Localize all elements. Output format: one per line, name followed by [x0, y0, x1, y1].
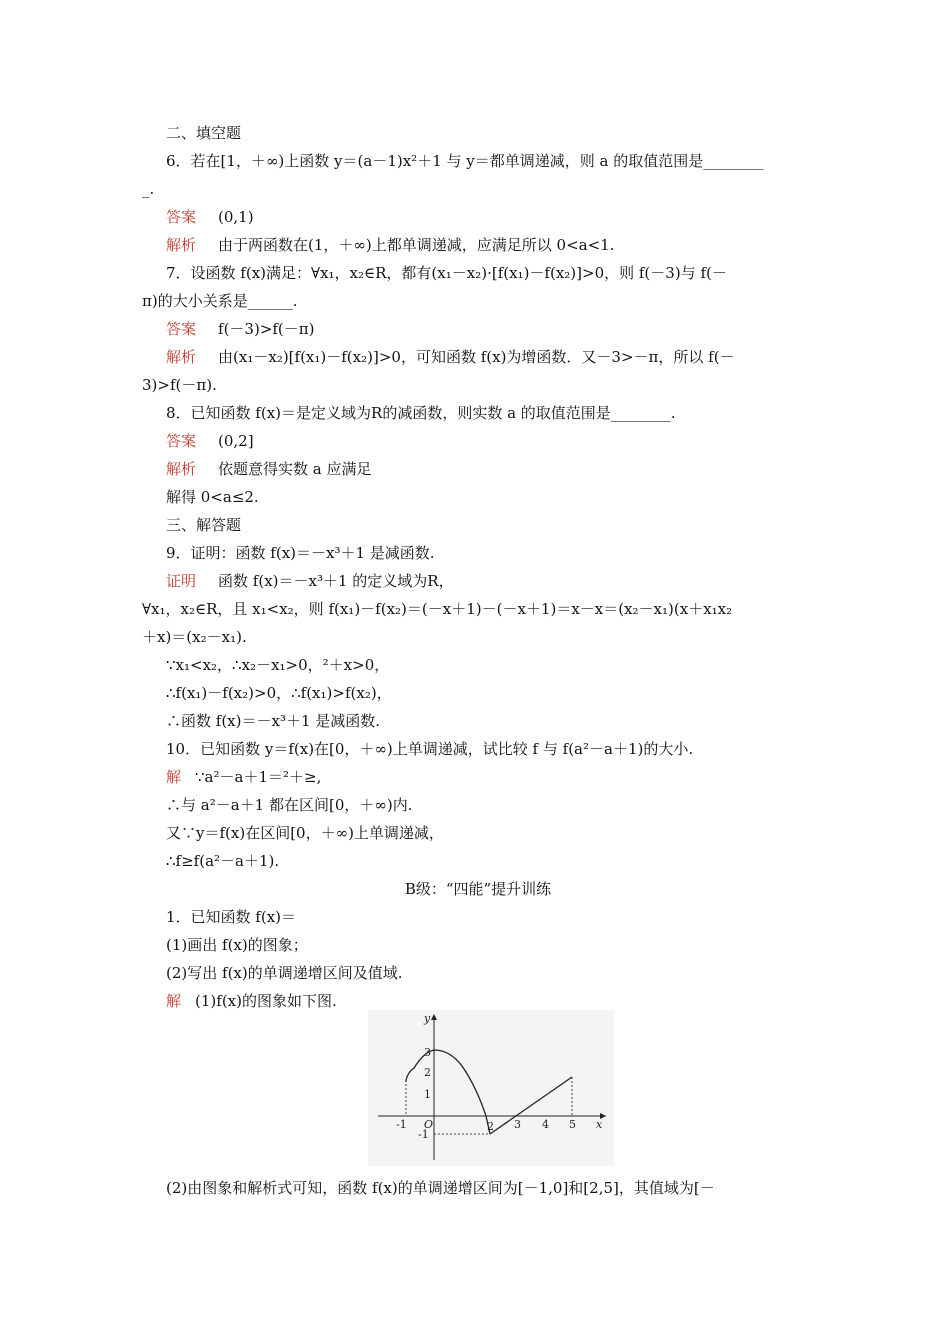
q8-solve: 解得 0<a≤2. — [166, 488, 259, 506]
y-tick-3: 3 — [424, 1046, 431, 1059]
function-graph — [368, 1010, 614, 1166]
b1-sol-2: (2)由图象和解析式可知，函数 f(x)的单调递增区间为[－1,0]和[2,5]，其值域为[－ — [166, 1179, 715, 1197]
q9-proof-5: ∴f(x₁)－f(x₂)>0，∴f(x₁)>f(x₂)， — [166, 684, 392, 702]
answer-text: (0,1) — [218, 208, 254, 226]
analysis-label: 解析 — [166, 460, 197, 478]
section-solve-heading: 三、解答题 — [166, 516, 242, 534]
analysis-label: 解析 — [166, 236, 197, 254]
q6-answer — [166, 205, 838, 229]
q9-stem: 9．证明：函数 f(x)＝－x³＋1 是减函数. — [166, 544, 435, 562]
q7-stem-cont: π)的大小关系是______. — [142, 292, 298, 310]
section-fill-heading: 二、填空题 — [166, 124, 242, 142]
y-axis-label: y — [424, 1012, 431, 1025]
q8-analysis — [166, 457, 838, 481]
q10-sol-3: 又∵y＝f(x)在区间[0，＋∞)上单调递减， — [166, 824, 444, 842]
q7-analysis-cont: 3)>f(－π). — [142, 376, 217, 394]
proof-label: 证明 — [166, 572, 197, 590]
analysis-label: 解析 — [166, 348, 197, 366]
proof-text: 函数 f(x)＝－x³＋1 的定义域为R， — [218, 572, 454, 590]
answer-label: 答案 — [166, 208, 197, 226]
q6-stem-cont: _. — [142, 180, 155, 198]
x-tick-2: 2 — [487, 1120, 494, 1133]
q10-sol-2: ∴与 a²－a＋1 都在区间[0，＋∞)内. — [166, 796, 413, 814]
solution-text: (1)f(x)的图象如下图. — [195, 992, 337, 1010]
q9-proof-4: ∵x₁<x₂，∴x₂－x₁>0，²＋x>0， — [166, 656, 390, 674]
q10-sol-1 — [166, 765, 838, 789]
solution-label: 解 — [166, 992, 182, 1010]
y-tick-neg1: -1 — [418, 1128, 429, 1141]
analysis-text: 依题意得实数 a 应满足 — [218, 460, 372, 478]
q9-proof-6: ∴函数 f(x)＝－x³＋1 是减函数. — [166, 712, 381, 730]
b1-part-2: (2)写出 f(x)的单调递增区间及值域. — [166, 964, 403, 982]
x-tick-4: 4 — [542, 1118, 549, 1131]
solution-label: 解 — [166, 768, 182, 786]
q6-analysis — [166, 233, 838, 257]
section-b-heading: B级：“四能”提升训练 — [404, 880, 552, 898]
q8-stem: 8．已知函数 f(x)＝是定义域为R的减函数，则实数 a 的取值范围是________. — [166, 404, 676, 422]
x-axis-label: x — [596, 1118, 603, 1131]
q7-answer — [166, 317, 838, 341]
answer-text: f(－3)>f(－π) — [218, 320, 315, 338]
analysis-text: 由于两函数在(1，＋∞)上都单调递减，应满足所以 0<a<1. — [218, 236, 615, 254]
q6-stem: 6．若在[1，＋∞)上函数 y＝(a－1)x²＋1 与 y＝都单调递减，则 a 的取值范围是________ — [166, 152, 764, 170]
q7-stem: 7．设函数 f(x)满足：∀x₁，x₂∈R，都有(x₁－x₂)·[f(x₁)－f(x₂)]>0，则 f(－3)与 f(－ — [166, 264, 727, 282]
y-tick-2: 2 — [424, 1066, 431, 1079]
q9-proof-3: ＋x)＝(x₂－x₁). — [142, 628, 247, 646]
answer-label: 答案 — [166, 432, 197, 450]
origin-label: O — [424, 1118, 434, 1131]
x-tick-3: 3 — [514, 1118, 521, 1131]
q9-proof-1 — [166, 569, 838, 593]
x-tick-5: 5 — [569, 1118, 576, 1131]
solution-text: ∵a²－a＋1＝²＋≥, — [195, 768, 322, 786]
answer-label: 答案 — [166, 320, 197, 338]
q10-stem: 10．已知函数 y＝f(x)在[0，＋∞)上单调递减，试比较 f 与 f(a²－a＋1)的大小. — [166, 740, 694, 758]
q10-sol-4: ∴f≥f(a²－a＋1). — [166, 852, 280, 870]
answer-text: (0,2] — [218, 432, 254, 450]
q9-proof-2: ∀x₁，x₂∈R，且 x₁<x₂，则 f(x₁)－f(x₂)＝(－x＋1)－(－x＋1)＝x－x＝(x₂－x₁)(x＋x₁x₂ — [142, 600, 733, 618]
q8-answer — [166, 429, 838, 453]
analysis-text: 由(x₁－x₂)[f(x₁)－f(x₂)]>0，可知函数 f(x)为增函数．又－3>－π，所以 f(－ — [218, 348, 735, 366]
y-tick-1: 1 — [424, 1088, 431, 1101]
x-tick-neg1: -1 — [396, 1118, 407, 1131]
q7-analysis — [166, 345, 838, 369]
b1-part-1: (1)画出 f(x)的图象； — [166, 936, 308, 954]
b1-stem: 1．已知函数 f(x)＝ — [166, 908, 297, 926]
graph-background — [368, 1010, 614, 1166]
